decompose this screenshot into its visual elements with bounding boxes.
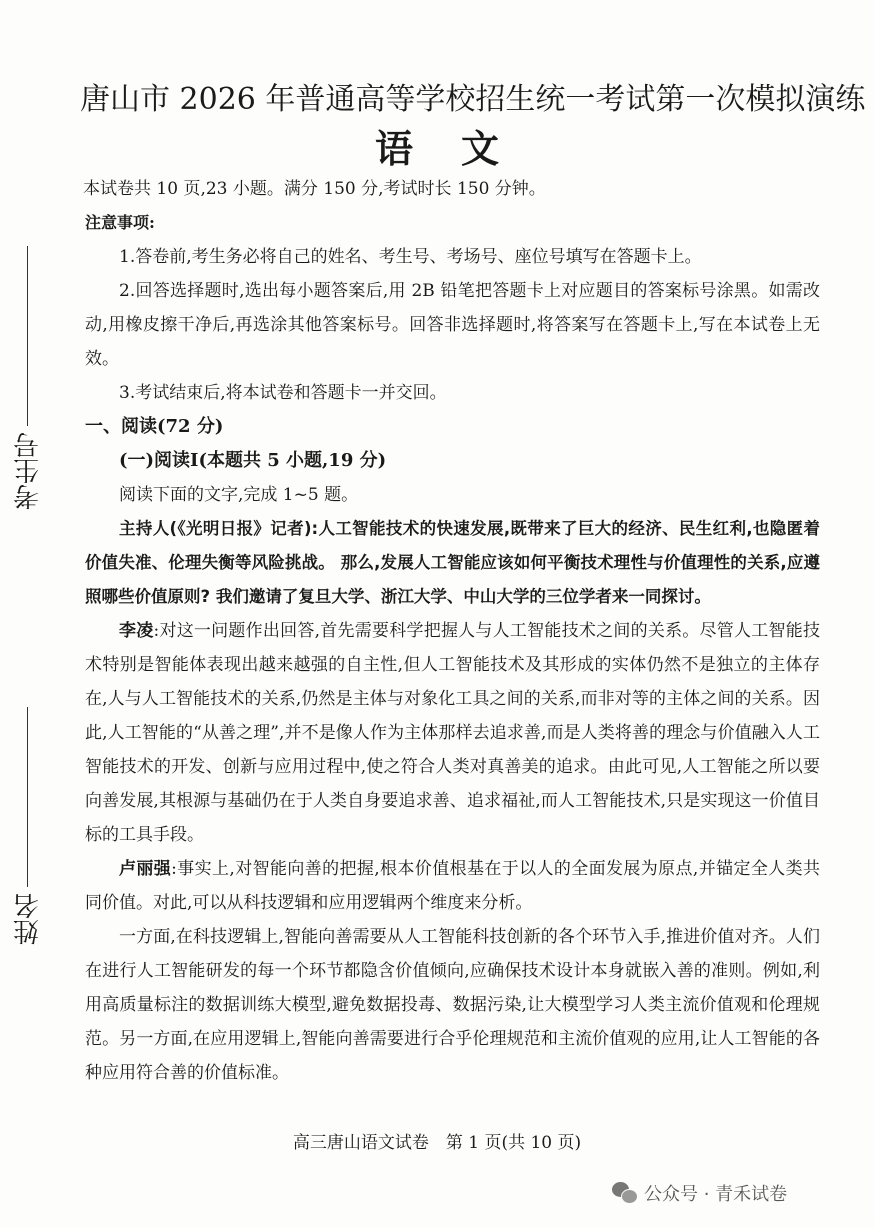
note-item: 1.答卷前,考生务必将自己的姓名、考生号、考场号、座位号填写在答题卡上。 bbox=[119, 247, 702, 267]
li-text: :对这一问题作出回答,首先需要科学把握人与人工智能技术之间的关系。尽管人工智能技术特别是智能体表现出越来越强的自主性,但人工智能技术及其形成的实体仍然不是独立的主体存在,人与人工智能技术的关系,仍然是主体与对象化工具之间的关系,而非对等的主体之间的关系。因此,人工智能的“从善之理”,并不是像人作为主体那样去追求善,而是人类将善的理念与价值融入人工智能技术的开发、创新与应用过程中,使之符合人类对真善美的追求。由此可见,人工智能之所以要向善发展,其根源与基础仍在于人类自身要追求善、追求福祉,而人工智能技术,只是实现这一价值目标的工具手段。 bbox=[85, 621, 820, 845]
subject-title: 语文 bbox=[374, 126, 547, 171]
lu-speaker: 卢丽强 bbox=[119, 859, 172, 879]
page-footer: 高三唐山语文试卷 第 1 页(共 10 页) bbox=[292, 1133, 582, 1153]
name-field bbox=[8, 695, 48, 945]
exam-no-field bbox=[8, 215, 48, 510]
host-speaker: 主持人(《光明日报》记者): bbox=[119, 519, 319, 538]
li-paragraph bbox=[85, 614, 820, 852]
watermark-text: 公众号 · 青禾试卷 bbox=[644, 1184, 788, 1205]
watermark bbox=[612, 1180, 787, 1206]
wechat-icon bbox=[612, 1182, 638, 1204]
exam-no-line bbox=[28, 246, 29, 426]
passage-paragraph: 一方面,在科技逻辑上,智能向善需要从人工智能科技创新的各个环节入手,推进价值对齐。人们在进行人工智能研发的每一个环节都隐含价值倾向,应确保技术设计本身就嵌入善的准则。例如,利用高质量标注的数据训练大模型,避免数据投毒、数据污染,让大模型学习人类主流价值观和伦理规范。另一方面,在应用逻辑上,智能向善需要进行合乎伦理规范和主流价值观的应用,让人工智能的各种应用符合善的价值标准。 bbox=[85, 927, 820, 1083]
notes-heading: 注意事项: bbox=[85, 213, 155, 232]
name-label: 姓名 bbox=[13, 893, 44, 945]
lu-paragraph bbox=[85, 852, 820, 920]
name-line bbox=[28, 707, 29, 887]
page-title: 唐山市 2026 年普通高等学校招生统一考试第一次模拟演练 bbox=[80, 82, 866, 117]
host-paragraph bbox=[85, 512, 820, 614]
note-item: 2.回答选择题时,选出每小题答案后,用 2B 铅笔把答题卡上对应题目的答案标号涂黑。如需改动,用橡皮擦干净后,再选涂其他答案标号。回答非选择题时,将答案写在答题卡上,写在本试卷上无效。 bbox=[85, 281, 820, 369]
host-text: 人工智能技术的快速发展,既带来了巨大的经济、民生红利,也隐匿着价值失准、伦理失衡等风险挑战。 那么,发展人工智能应该如何平衡技术理性与价值理性的关系,应遵照哪些价值原则? 我们邀请了复旦大学、浙江大学、中山大学的三位学者来一同探讨。 bbox=[85, 519, 820, 606]
exam-no-label: 考生号 bbox=[13, 432, 44, 510]
intro-line: 本试卷共 10 页,23 小题。满分 150 分,考试时长 150 分钟。 bbox=[83, 179, 546, 199]
li-speaker: 李凌 bbox=[119, 621, 154, 641]
lu-text: :事实上,对智能向善的把握,根本价值根基在于以人的全面发展为原点,并锚定全人类共同价值。对此,可以从科技逻辑和应用逻辑两个维度来分析。 bbox=[85, 859, 821, 913]
note-item: 3.考试结束后,将本试卷和答题卡一并交回。 bbox=[119, 383, 447, 403]
page-content bbox=[85, 172, 820, 1090]
section-heading: 一、阅读(72 分) bbox=[85, 416, 224, 437]
instruction: 阅读下面的文字,完成 1~5 题。 bbox=[119, 485, 359, 505]
subsection-heading: (一)阅读Ⅰ(本题共 5 小题,19 分) bbox=[119, 450, 387, 471]
